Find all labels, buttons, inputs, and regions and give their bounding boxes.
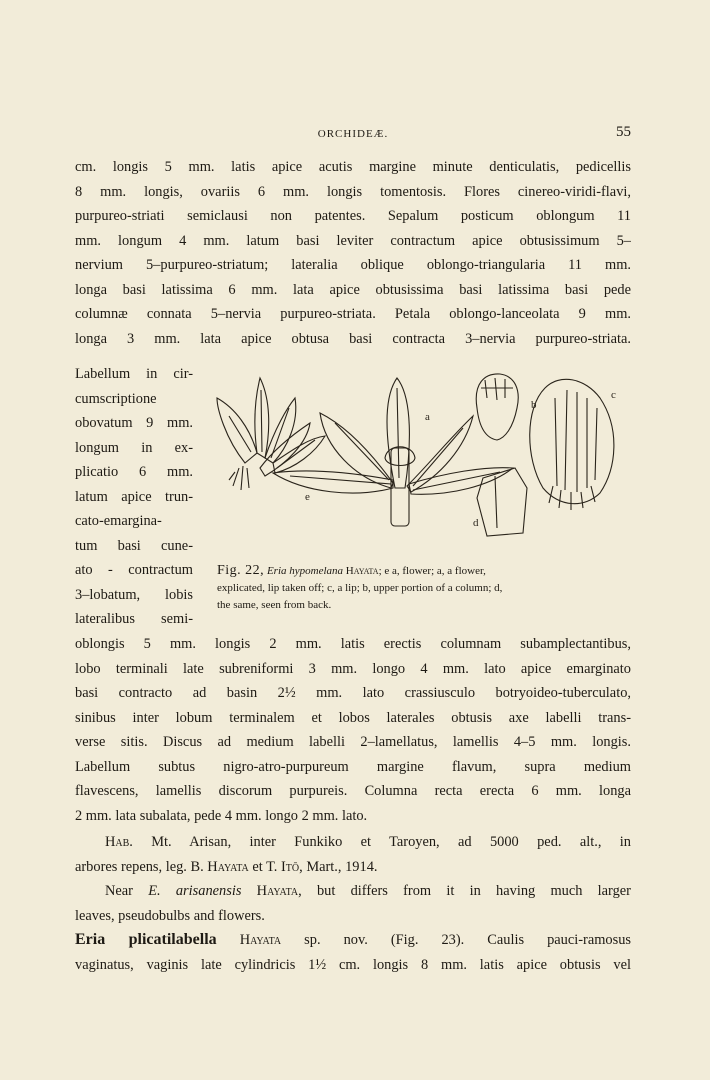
species-text: sp. nov. (Fig. 23). Caulis pauci-ramosus (304, 932, 631, 948)
column-d-drawing (477, 468, 527, 536)
caption-line (217, 562, 631, 580)
text-line: longum in ex- (75, 439, 193, 456)
text-line: mm. longum 4 mm. latum basi leviter contractum apice obtusissimum 5– (75, 232, 631, 249)
text-line (75, 855, 631, 880)
text-line: leaves, pseudobulbs and flowers. (75, 907, 265, 924)
hab-text: et T. (252, 858, 278, 875)
text-line: basi contracto ad basin 2½ mm. lato crassiusculo botryoideo-tuberculato, (75, 685, 631, 701)
figure-letter-e: e (305, 491, 310, 503)
text-line: verse sitis. Discus ad medium labelli 2–lamellatus, lamellis 4–5 mm. longis. (75, 734, 631, 750)
text-line: cato-emargina- (75, 513, 162, 529)
hab-text: , Mart., 1914. (299, 858, 378, 875)
column-b-drawing (476, 374, 518, 440)
text-line: purpureo-striati semiclausi non patentes. Sepalum posticum oblongum 11 (75, 208, 631, 224)
species-name: Eria plicatilabella (75, 931, 217, 948)
hab-label: Hab. (105, 834, 133, 850)
flower-a-drawing (273, 378, 513, 526)
note-text: Near (105, 883, 133, 899)
habitat-paragraph (75, 830, 631, 879)
caption-line: the same, seen from back. (217, 599, 332, 611)
text-line: longa basi latissima 6 mm. lata apice obtusissima basi latissima basi pede (75, 281, 631, 298)
text-line: 8 mm. longis, ovariis 6 mm. longis tomentosis. Flores cinereo-viridi-flavi, (75, 183, 631, 200)
orchid-illustration (215, 368, 631, 538)
figure-block (75, 362, 631, 656)
paragraph-1 (75, 155, 631, 351)
text-line (75, 879, 631, 904)
page-number: 55 (616, 124, 631, 140)
wrapped-text-column (75, 362, 193, 632)
text-line: cumscriptione (75, 390, 157, 407)
text-line: ato - contractum (75, 562, 193, 578)
text-line: vaginatus, vaginis late cylindricis 1½ cm. longis 8 mm. latis apice obtusis vel (75, 956, 631, 973)
collector-name: Itō (281, 858, 300, 875)
text-line: Labellum in cir- (75, 366, 193, 382)
note-author: Hayata (256, 883, 299, 899)
text-line: lobo terminali late subreniformi 3 mm. longo 4 mm. lato apice emarginato (75, 660, 631, 677)
text-line: columnæ connata 5–nervia purpureo-striata. Petala oblongo-lanceolata 9 mm. (75, 306, 631, 322)
caption-text: ; e a, flower; a, a flower, (378, 565, 486, 577)
text-line: latum apice trun- (75, 488, 193, 505)
text-line: lateralibus semi- (75, 611, 193, 627)
text-line: 2 mm. lata subalata, pede 4 mm. longo 2 mm. lato. (75, 807, 368, 824)
species-author: Hayata (239, 932, 282, 948)
text-line: 3–lobatum, lobis (75, 586, 193, 603)
hab-text: Mt. Arisan, inter Funkiko et Taroyen, ad 5000 ped. alt., in (151, 834, 631, 850)
figure-species: Eria hypomelana (266, 565, 344, 577)
collector-name: Hayata (207, 858, 249, 875)
figure-letter-a: a (425, 411, 430, 423)
text-line (75, 928, 631, 953)
figure-letter-b: b (531, 399, 537, 411)
text-line: nervium 5–purpureo-striatum; lateralia oblique oblongo-triangularia 11 mm. (75, 257, 631, 273)
figure-label: Fig. 22, (217, 563, 265, 578)
text-line: flavescens, lamellis discorum purpureis. Columna recta erecta 6 mm. longa (75, 783, 631, 799)
lip-c-drawing (530, 379, 614, 510)
flower-e-drawing (217, 378, 325, 490)
text-line: Labellum subtus nigro-atro-purpureum margine flavum, supra medium (75, 758, 631, 775)
note-paragraph (75, 879, 631, 928)
text-line: tum basi cune- (75, 537, 193, 554)
paragraph-2 (75, 632, 631, 828)
text-line: obovatum 9 mm. (75, 415, 193, 431)
figure-caption (217, 562, 631, 614)
running-title: ORCHIDEÆ. (317, 128, 389, 140)
text-line: sinibus inter lobum terminalem et lobos laterales obtusis axe labelli trans- (75, 709, 631, 726)
text-line: plicatio 6 mm. (75, 464, 193, 480)
text-line: cm. longis 5 mm. latis apice acutis margine minute denticulatis, pedicellis (75, 159, 631, 175)
caption-line: explicated, lip taken off; c, a lip; b, upper portion of a column; d, (217, 582, 503, 594)
note-text: , but differs from it in having much larger (298, 883, 631, 899)
hab-text: arbores repens, leg. B. (75, 858, 204, 875)
figure-letter-c: c (611, 389, 616, 401)
species-paragraph (75, 928, 631, 977)
text-line: longa 3 mm. lata apice obtusa basi contracta 3–nervia purpureo-striata. (75, 330, 631, 347)
figure-author: Hayata (345, 565, 379, 577)
text-line (75, 830, 631, 855)
page-header (75, 124, 631, 144)
text-line: oblongis 5 mm. longis 2 mm. latis erectis columnam subamplectantibus, (75, 636, 631, 652)
note-species: E. arisanensis (148, 883, 242, 899)
figure-letter-d: d (473, 517, 479, 529)
